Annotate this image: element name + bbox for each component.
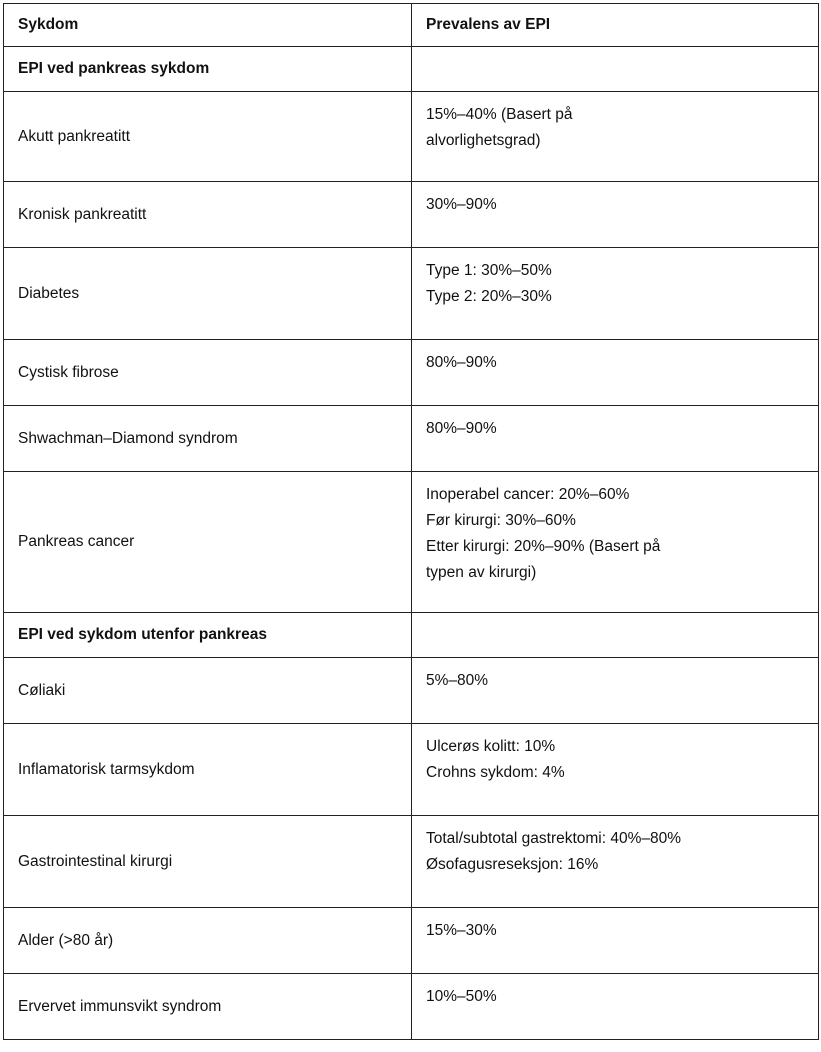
disease-name: Gastrointestinal kirurgi: [4, 816, 412, 908]
disease-name: Inflamatorisk tarmsykdom: [4, 724, 412, 816]
section-label: EPI ved sykdom utenfor pankreas: [4, 613, 412, 658]
table-row: [4, 472, 819, 613]
prevalence-value: Type 1: 30%–50% Type 2: 20%–30%: [412, 248, 819, 340]
prevalence-value: Ulcerøs kolitt: 10% Crohns sykdom: 4%: [412, 724, 819, 816]
prevalence-value: 5%–80%: [412, 658, 819, 724]
section-empty-cell: [412, 613, 819, 658]
prevalence-value: 30%–90%: [412, 182, 819, 248]
disease-name: Kronisk pankreatitt: [4, 182, 412, 248]
table-row: [4, 908, 819, 974]
section-empty-cell: [412, 47, 819, 92]
section-row-pankreas: [4, 47, 819, 92]
header-prevalens: Prevalens av EPI: [412, 4, 819, 47]
section-label: EPI ved pankreas sykdom: [4, 47, 412, 92]
disease-name: Diabetes: [4, 248, 412, 340]
table-row: [4, 406, 819, 472]
disease-name: Cøliaki: [4, 658, 412, 724]
table-row: [4, 816, 819, 908]
disease-name: Pankreas cancer: [4, 472, 412, 613]
disease-name: Akutt pankreatitt: [4, 92, 412, 182]
table-row: [4, 182, 819, 248]
header-sykdom: Sykdom: [4, 4, 412, 47]
epi-prevalence-table: [3, 3, 819, 1040]
table-row: [4, 92, 819, 182]
disease-name: Alder (>80 år): [4, 908, 412, 974]
prevalence-value: 80%–90%: [412, 406, 819, 472]
disease-name: Cystisk fibrose: [4, 340, 412, 406]
prevalence-value: 80%–90%: [412, 340, 819, 406]
disease-name: Shwachman–Diamond syndrom: [4, 406, 412, 472]
table-row: [4, 340, 819, 406]
prevalence-value: 15%–40% (Basert på alvorlighetsgrad): [412, 92, 819, 182]
prevalence-value: 15%–30%: [412, 908, 819, 974]
prevalence-value: Inoperabel cancer: 20%–60% Før kirurgi: 30%–60% Etter kirurgi: 20%–90% (Basert på typen av kirurgi): [412, 472, 819, 613]
prevalence-value: Total/subtotal gastrektomi: 40%–80% Øsofagusreseksjon: 16%: [412, 816, 819, 908]
table-row: [4, 974, 819, 1040]
table-row: [4, 248, 819, 340]
section-row-utenfor: [4, 613, 819, 658]
table-row: [4, 658, 819, 724]
table-row: [4, 724, 819, 816]
prevalence-value: 10%–50%: [412, 974, 819, 1040]
disease-name: Ervervet immunsvikt syndrom: [4, 974, 412, 1040]
table-header-row: [4, 4, 819, 47]
